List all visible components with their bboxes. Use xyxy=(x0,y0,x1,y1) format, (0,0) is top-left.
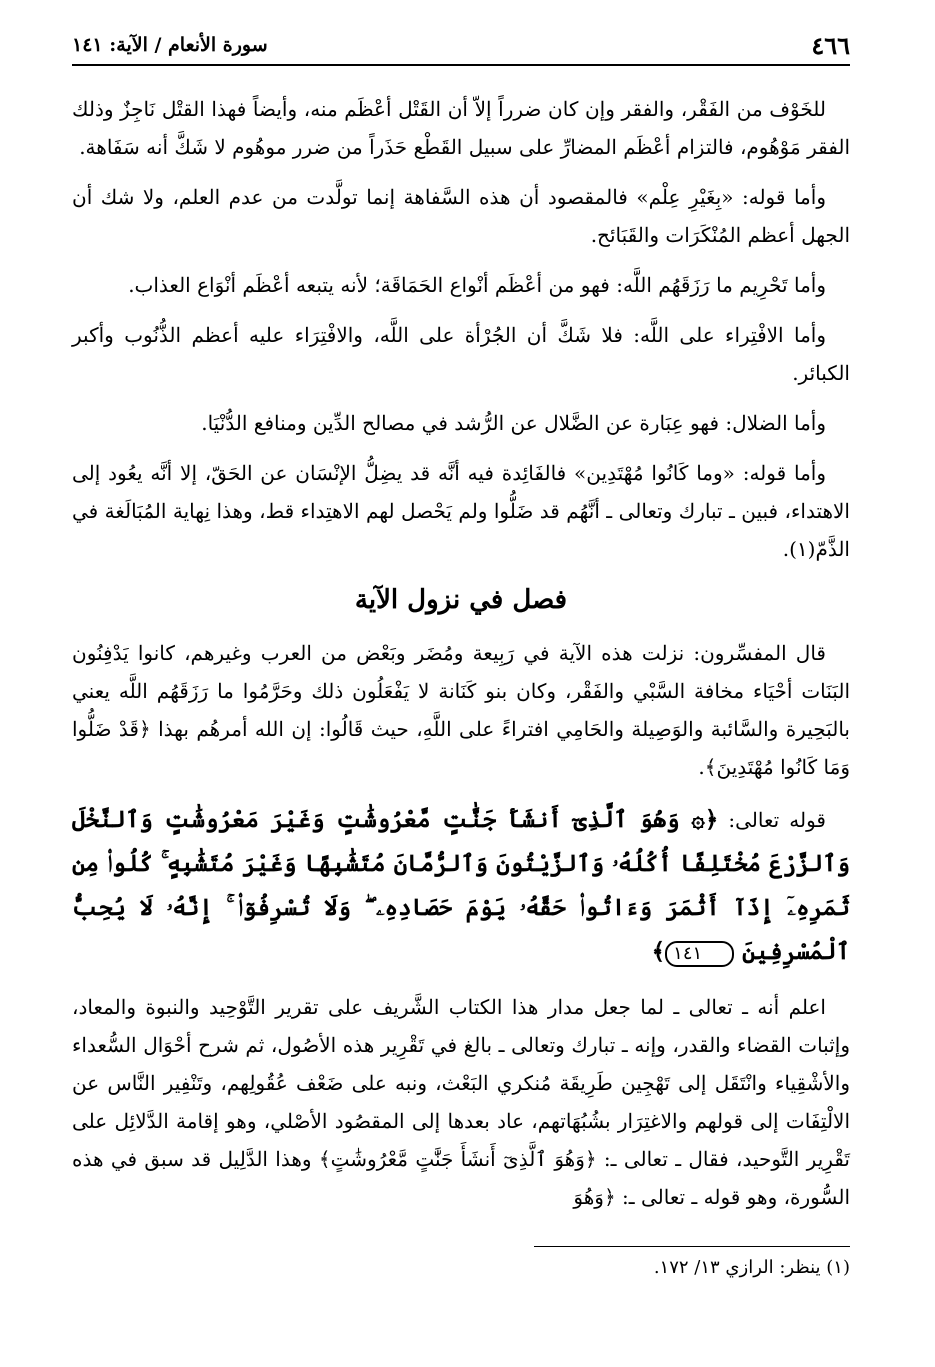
paragraph: للخَوْف من الفَقْر، والفقر وإن كان ضرراً إلاّ أن القَتْل أعْظَم منه، وأيضاً فهذا القتْل نَاجِزٌ وذلك الفقر مَوْهُوم، فالتزام أعْظَم المضارِّ على سبيل القَطْع حَذَراً من ضرر موهُوم لا شَكَّ أنه سَفَاهة. xyxy=(72,97,850,159)
verse-text: ﴿۞ وَهُوَ ٱلَّذِىٓ أَنشَأَ جَنَّٰتٍ مَّعْرُوشَٰتٍ وَغَيْرَ مَعْرُوشَٰتٍ وَٱلنَّخْلَ وَٱلزَّرْعَ مُخْتَلِفًا أُكُلُهُۥ وَٱلزَّيْتُونَ وَٱلرُّمَّانَ مُتَشَٰبِهًا وَغَيْرَ مُتَشَٰبِهٍ ۚ كُلُوا۟ مِن ثَمَرِهِۦٓ إِذَآ أَثْمَرَ وَءَاتُوا۟ حَقَّهُۥ يَوْمَ حَصَادِهِۦ ۖ وَلَا تُسْرِفُوٓا۟ ۚ إِنَّهُۥ لَا يُحِبُّ ٱلْمُسْرِفِينَ xyxy=(72,806,850,965)
paragraph: وأما الافْتِراء على اللَّه: فلا شَكَّ أن الجُرْأة على اللَّه، والافْتِرَاء عليه أعظم الذُّنُوب وأكبر الكبائر. xyxy=(72,323,850,385)
commentary-paragraph: اعلم أنه ـ تعالى ـ لما جعل مدار هذا الكتاب الشَّريف على تقرير التَّوْحِيد والنبوة والمعاد، وإثبات القضاء والقدر، وإنه ـ تبارك وتعالى ـ بالغ في تَقْرِير هذه الأصُول، ثم شرح أحْوَال السُّعداء والأشْقِياء وانْتَقَل إلى تَهْجِين طَرِيقَة مُنكري البَعْث، ونبه على ضَعْف عُقُولِهم، وتَنْفِير النَّاس عن الالْتِفَات إلى قولهم والاغتِرَار بشُبُهَاتهم، عاد بعدها إلى المقصُود الأصْلي، وهو إقامة الدَّلائِل على تَقْرِير التَّوحيد، فقال ـ تعالى ـ: ﴿وَهُوَ ٱلَّذِىٓ أَنشَأَ جَنَّٰتٍ مَّعْرُوشَٰتٍ﴾ وهذا الدَّلِيل قد سبق في هذه السُّورة، وهو قوله ـ تعالى ـ: ﴿وَهُوَ xyxy=(72,995,850,1209)
footnote-divider xyxy=(534,1246,850,1247)
page-header xyxy=(72,28,850,62)
quran-verse xyxy=(72,798,850,974)
header-divider xyxy=(72,64,850,66)
running-title: سورة الأنعام / الآية: ١٤١ xyxy=(72,34,268,56)
paragraph: وأما الضلال: فهو عِبَارة عن الضَّلال عن الرُّشد في مصالح الدِّين ومنافع الدُّنْيَا. xyxy=(201,411,826,435)
page-body xyxy=(72,90,850,1228)
footnote: (١) ينظر: الرازي ١٣/ ١٧٢. xyxy=(653,1257,850,1278)
verse-close: ﴾ xyxy=(651,938,666,965)
book-page xyxy=(72,28,850,1338)
section-paragraph: قال المفسِّرون: نزلت هذه الآية في رَبِيعة ومُضَر وبَعْض من العرب وغيرهم، كانوا يَدْفِنُون البَنَات أحْيَاء مخافة السَّبْي والفَقْر، وكان بنو كَنَانة لا يَفْعَلُون ذلك وحَرَّمُوا ما رَزَقَهُم اللَّه يعني بالبَحِيرة والسَّائبة والوَصِيلة والحَامِي افتراءً على اللَّهِ، حيث قَالُوا: إن الله أمرهُم بهذا ﴿قَدْ ضَلُّوا وَمَا كَانُوا مُهْتَدِينَ﴾. xyxy=(72,641,850,779)
section-heading: فصل في نزول الآية xyxy=(354,585,568,615)
paragraph: وأما قوله: «وما كَانُوا مُهْتَدِين» فالفَائِدة فيه أنَّه قد يضِلُّ الإنْسَان عن الحَقّ، إلا أنَّه يعُود إلى الاهتداء، فبين ـ تبارك وتعالى ـ أنَّهُم قد ضَلُّوا ولم يَحْصل لهم الاهتِداء قط، وهذا نِهاية المُبَالَغة في الذَّمّ(١). xyxy=(72,461,850,561)
verse-intro: قوله تعالى: xyxy=(718,808,826,832)
paragraph: وأما تَحْرِيم ما رَزَقَهُم اللَّه: فهو من أعْظَم أنْواع الحَمَاقَة؛ لأنه يتبعه أعْظَم أنْوَاع العذاب. xyxy=(128,273,826,297)
page-number: ٤٦٦ xyxy=(811,30,850,60)
paragraph: وأما قوله: «بِغَيْرِ عِلْم» فالمقصود أن هذه السَّفاهة إنما تولَّدت من عدم العلم، ولا شك أن الجهل أعظم المُنْكَرَات والقَبَائح. xyxy=(72,185,850,247)
aya-number-mark: ١٤١ xyxy=(665,941,734,967)
